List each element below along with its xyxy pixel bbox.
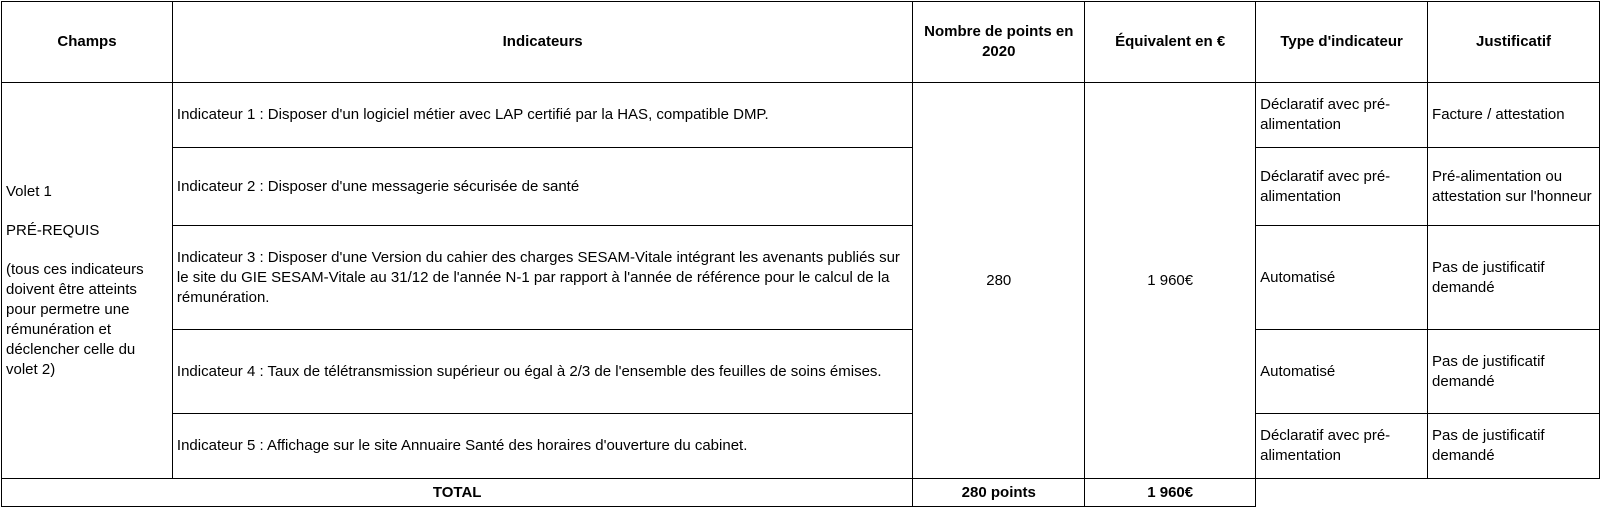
table-row (2, 330, 1600, 414)
type-cell: Déclaratif avec pré-alimentation (1256, 83, 1428, 148)
header-justificatif: Justificatif (1428, 2, 1600, 83)
type-cell: Déclaratif avec pré-alimentation (1256, 148, 1428, 226)
volet-note: (tous ces indicateurs doivent être atteints pour permetre une rémunération et déclencher celle du volet 2) (6, 260, 144, 378)
type-cell: Automatisé (1256, 330, 1428, 414)
table-row (2, 83, 1600, 148)
table-row (2, 148, 1600, 226)
total-row (2, 479, 1600, 507)
justificatif-cell: Facture / attestation (1428, 83, 1600, 148)
header-points (913, 2, 1085, 83)
volet-title: Volet 1 (6, 182, 52, 200)
points-cell: 280 (913, 83, 1085, 479)
blank-cell (1256, 479, 1428, 507)
header-equivalent: Équivalent en € (1085, 2, 1256, 83)
justificatif-cell: Pas de justificatif demandé (1428, 330, 1600, 414)
type-cell: Déclaratif avec pré-alimentation (1256, 414, 1428, 479)
indicator-cell: Indicateur 1 : Disposer d'un logiciel métier avec LAP certifié par la HAS, compatible DMP. (172, 83, 912, 148)
indicator-cell: Indicateur 3 : Disposer d'une Version du cahier des charges SESAM-Vitale intégrant les avenants publiés sur le site du GIE SESAM-Vitale au 31/12 de l'année N-1 par rapport à l'année de référence pour le calcul de la rémunération. (172, 226, 912, 330)
type-cell: Automatisé (1256, 226, 1428, 330)
header-champs: Champs (2, 2, 173, 83)
equivalent-cell: 1 960€ (1085, 83, 1256, 479)
justificatif-cell: Pas de justificatif demandé (1428, 226, 1600, 330)
indicator-cell: Indicateur 4 : Taux de télétransmission supérieur ou égal à 2/3 de l'ensemble des feuilles de soins émises. (172, 330, 912, 414)
justificatif-cell: Pas de justificatif demandé (1428, 414, 1600, 479)
header-type: Type d'indicateur (1256, 2, 1428, 83)
total-points: 280 points (913, 479, 1085, 507)
indicator-cell: Indicateur 2 : Disposer d'une messagerie sécurisée de santé (172, 148, 912, 226)
indicator-cell: Indicateur 5 : Affichage sur le site Annuaire Santé des horaires d'ouverture du cabinet. (172, 414, 912, 479)
header-points-line2: 2020 (982, 43, 1016, 60)
total-label: TOTAL (2, 479, 913, 507)
table-row (2, 226, 1600, 330)
total-equivalent: 1 960€ (1085, 479, 1256, 507)
header-points-line1: Nombre de points en (924, 23, 1074, 40)
blank-cell (1428, 479, 1600, 507)
volet-cell (2, 83, 173, 479)
indicators-table (1, 1, 1600, 507)
table-row (2, 414, 1600, 479)
justificatif-cell: Pré-alimentation ou attestation sur l'honneur (1428, 148, 1600, 226)
header-indicateurs: Indicateurs (172, 2, 912, 83)
header-row (2, 2, 1600, 83)
volet-subtitle: PRÉ-REQUIS (6, 221, 100, 239)
